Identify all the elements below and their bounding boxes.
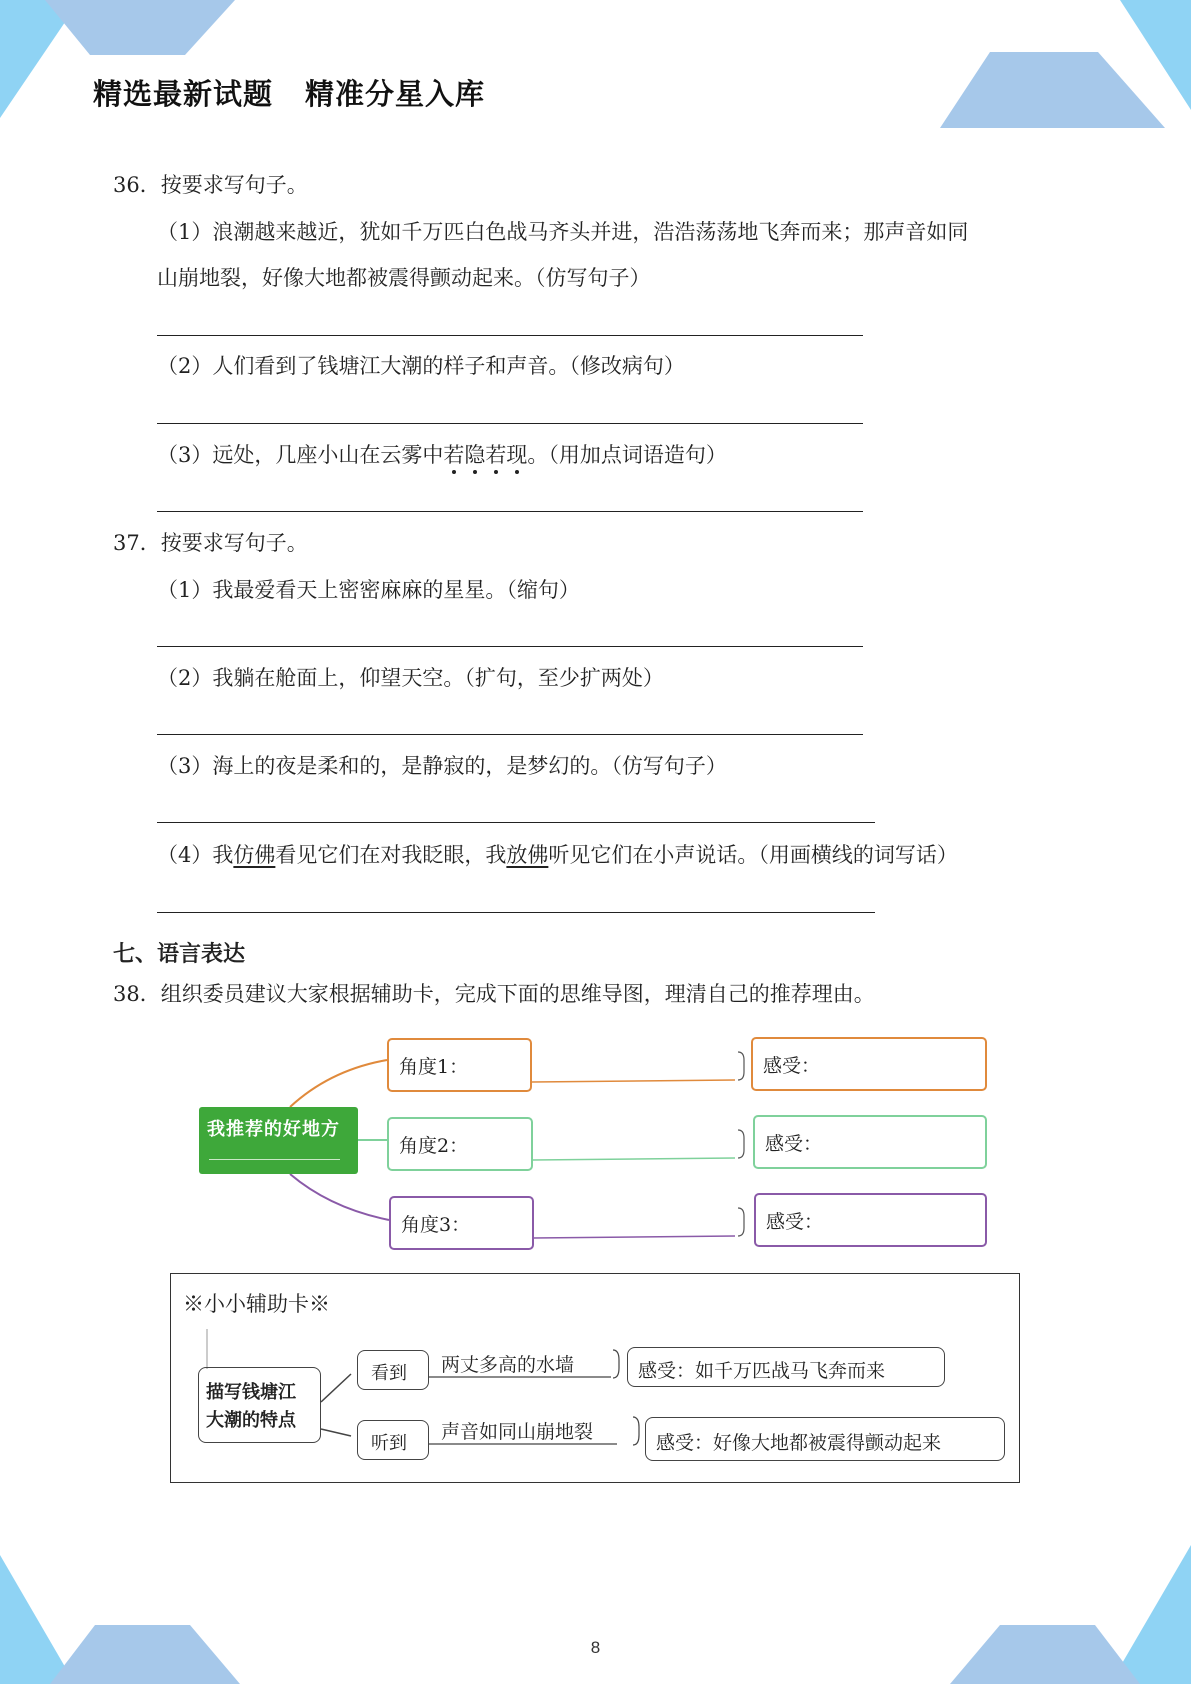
q36-item2: （2）人们看到了钱塘江大潮的样子和声音。（修改病句） [157, 354, 685, 378]
question-37-prompt: 37．按要求写句子。 [113, 531, 308, 555]
helper-card [170, 1273, 1020, 1483]
page-number: 8 [590, 1638, 601, 1657]
helper-card-title: ※小小辅助卡※ [183, 1292, 330, 1316]
section-heading: 七、语言表达 [113, 942, 246, 967]
underlined-word: 放佛 [506, 843, 549, 867]
dotted-char: 若 [443, 443, 465, 467]
feeling-box-3[interactable]: 感受： [754, 1193, 987, 1247]
mindmap-root-blank[interactable] [209, 1159, 340, 1160]
q36-item1-line2: 山崩地裂，好像大地都被震得颤动起来。（仿写句子） [157, 266, 651, 290]
question-36-prompt: 36．按要求写句子。 [113, 173, 308, 197]
helper-detail-2: 声音如同山崩地裂 [441, 1421, 594, 1443]
angle-box-2[interactable]: 角度2： [387, 1117, 533, 1171]
angle-box-3[interactable]: 角度3： [389, 1196, 534, 1250]
helper-detail-1: 两丈多高的水墙 [441, 1354, 575, 1376]
helper-verb-box-1: 看到 [357, 1350, 429, 1390]
header-title: 精选最新试题 精准分星入库 [93, 77, 486, 111]
q36-item3: （3）远处，几座小山在云雾中若隐若现。（用加点词语造句） [157, 443, 727, 467]
question-38-prompt: 38．组织委员建议大家根据辅助卡，完成下面的思维导图，理清自己的推荐理由。 [113, 982, 875, 1006]
q37-item2: （2）我躺在舱面上，仰望天空。（扩句，至少扩两处） [157, 666, 664, 690]
helper-verb-box-2: 听到 [357, 1420, 429, 1460]
angle-box-1[interactable]: 角度1： [387, 1038, 532, 1092]
corner-decoration-bottom [0, 1545, 1191, 1684]
dotted-char: 若 [485, 443, 507, 467]
q36-item1-line1: （1）浪潮越来越近，犹如千万匹白色战马齐头并进，浩浩荡荡地飞奔而来；那声音如同 [157, 220, 969, 244]
underlined-word: 仿佛 [233, 843, 276, 867]
helper-root-box: 描写钱塘江 大潮的特点 [198, 1367, 321, 1443]
helper-feeling-box-2: 感受：好像大地都被震得颤动起来 [645, 1417, 1005, 1461]
feeling-box-1[interactable]: 感受： [751, 1037, 987, 1091]
helper-feeling-box-1: 感受：如千万匹战马飞奔而来 [627, 1347, 945, 1387]
mindmap-root [199, 1107, 358, 1174]
mindmap-root-label: 我推荐的好地方 [207, 1119, 340, 1140]
q37-item1: （1）我最爱看天上密密麻麻的星星。（缩句） [157, 578, 580, 602]
dotted-char: 现 [506, 443, 528, 467]
q37-item4: （4）我仿佛看见它们在对我眨眼，我放佛听见它们在小声说话。（用画横线的词写话） [157, 843, 958, 867]
feeling-box-2[interactable]: 感受： [753, 1115, 987, 1169]
q37-item3: （3）海上的夜是柔和的，是静寂的，是梦幻的。（仿写句子） [157, 754, 727, 778]
dotted-char: 隐 [464, 443, 486, 467]
